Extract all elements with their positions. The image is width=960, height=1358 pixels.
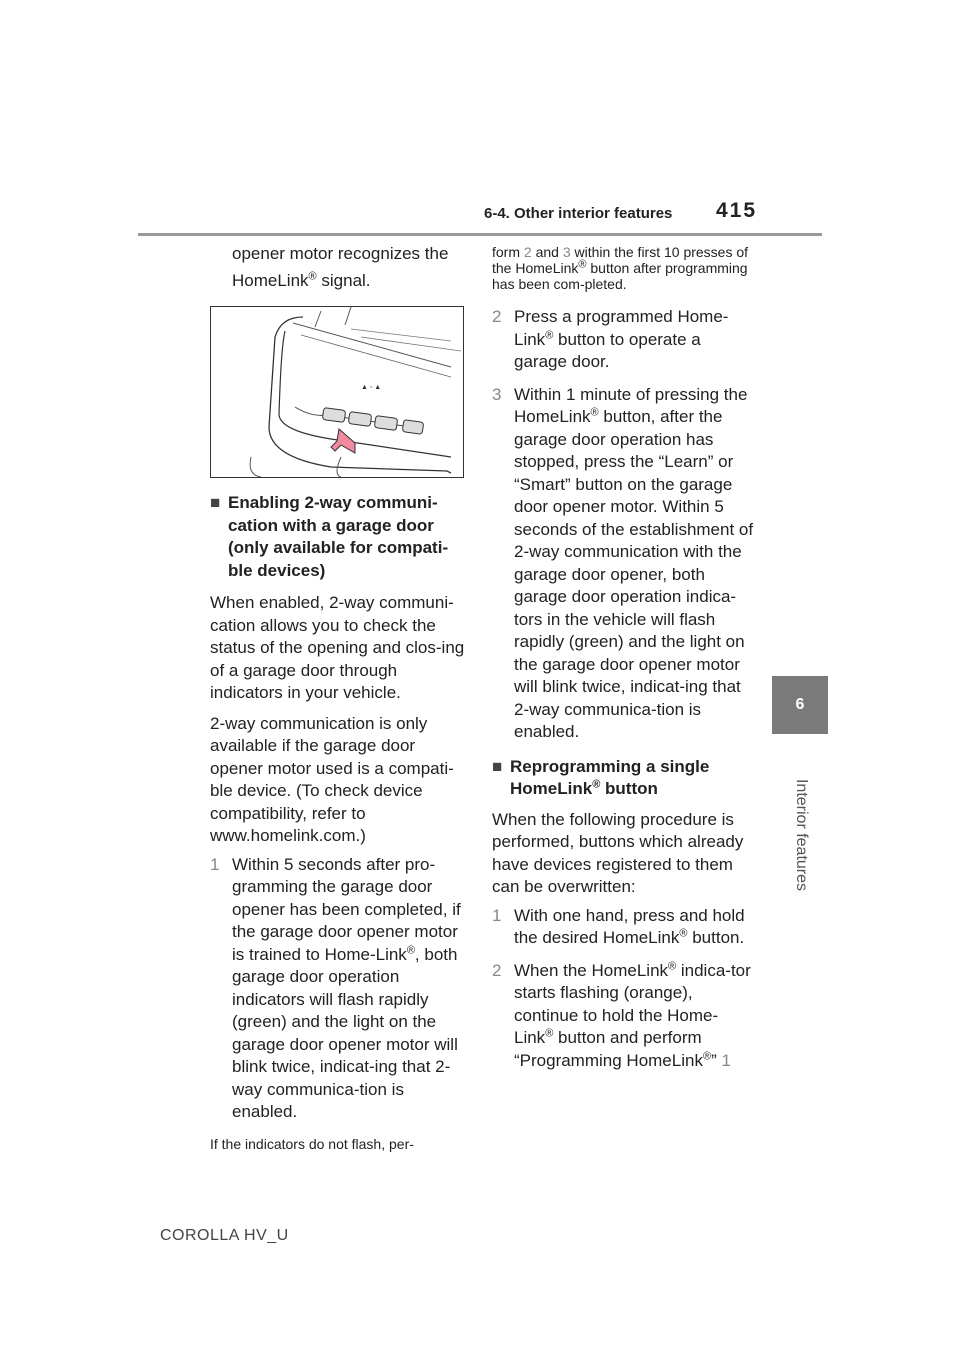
heading-reprogramming: ■ Reprogramming a single HomeLink® button xyxy=(492,756,756,801)
intro-text: opener motor recognizes the HomeLink® signal. xyxy=(232,244,449,290)
step-number: 1 xyxy=(210,854,220,874)
paragraph-2way-availability: 2-way communication is only available if the garage door opener motor used is a compati-ble device. (To check device compatibility, refer to www.homelink.com.) xyxy=(210,713,454,845)
registered-mark: ® xyxy=(545,328,554,341)
chapter-tab xyxy=(772,676,828,734)
registered-mark: ® xyxy=(668,959,677,972)
registered-mark: ® xyxy=(308,270,317,283)
step-text: Within 5 seconds after pro-gramming the garage door opener has been completed, if the garage door opener motor is trained to Home-Link®, both garage door operation indicators will flash rapidly (green) and the light on the garage door opener motor will blink twice, indicat-ing that 2-way communica-tion is enabled. xyxy=(232,854,461,1121)
step-number: 3 xyxy=(492,384,502,404)
right-column xyxy=(492,240,756,1072)
section-title: 6-4. Other interior features xyxy=(484,205,673,222)
step-reference: 1 xyxy=(721,1050,731,1070)
step-text: With one hand, press and hold the desired HomeLink® button. xyxy=(514,905,745,947)
step-text: When the HomeLink® indica-tor starts flashing (orange), continue to hold the Home-Link® button and perform “Programming HomeLink®” 1 xyxy=(514,959,751,1070)
step-number: 2 xyxy=(492,307,502,326)
registered-mark: ® xyxy=(702,1049,712,1062)
step-1 xyxy=(210,854,472,1124)
paragraph-reprogramming: When the following procedure is performed, buttons which already have devices registered to them can be overwritten: xyxy=(492,809,744,896)
header-rule xyxy=(138,233,822,236)
step-number: 1 xyxy=(492,905,502,925)
chapter-number: 6 xyxy=(795,696,805,713)
reprogram-step-1 xyxy=(492,905,756,950)
step-text: Within 1 minute of pressing the HomeLink® button, after the garage door operation has stopped, press the “Learn” or “Smart” button on the garage door opener motor. Within 5 seconds of the establishment of 2-way communication with the garage door opener, both garage door operation indica-tors in the vehicle will flash rapidly (green) and the light on the garage door opener motor will blink twice, indicat-ing that 2-way communica-tion is enabled. xyxy=(514,384,754,741)
registered-mark: ® xyxy=(545,1027,554,1040)
chapter-title: Interior features xyxy=(793,778,810,892)
bullet-square-icon: ■ xyxy=(210,493,221,512)
bullet-square-icon: ■ xyxy=(492,756,503,776)
registered-mark: ® xyxy=(679,927,688,940)
left-column xyxy=(210,240,472,1152)
paragraph-2way-intro: When enabled, 2-way communi-cation allows you to check the status of the opening and clos-ing of a garage door through indicators in your vehicle. xyxy=(210,593,465,702)
rear-view-mirror-illustration xyxy=(210,306,464,478)
note-continued: form 2 and 3 within the first 10 presses of the HomeLink® button after programming has been com-pleted. xyxy=(492,244,749,292)
heading-2way-communication: ■ Enabling 2-way communi-cation with a garage door (only available for compati-ble devices) xyxy=(210,492,472,582)
registered-mark: ® xyxy=(578,258,587,271)
registered-mark: ® xyxy=(590,406,599,419)
reprogram-step-2 xyxy=(492,960,756,1073)
svg-text:▲ ◦ ▲: ▲ ◦ ▲ xyxy=(361,384,382,391)
step-number: 2 xyxy=(492,960,502,980)
step-text: Press a programmed Home-Link® button to operate a garage door. xyxy=(514,307,729,371)
note-indicators: If the indicators do not flash, per- xyxy=(210,1135,414,1152)
page-number: 415 xyxy=(716,199,758,222)
step-2 xyxy=(492,306,756,374)
registered-mark: ® xyxy=(592,778,601,791)
step-3 xyxy=(492,384,756,744)
chapter-title-vertical xyxy=(788,745,814,925)
registered-mark: ® xyxy=(406,943,415,956)
homelink-mirror-figure xyxy=(211,307,463,477)
footer-model: COROLLA HV_U xyxy=(160,1227,289,1244)
